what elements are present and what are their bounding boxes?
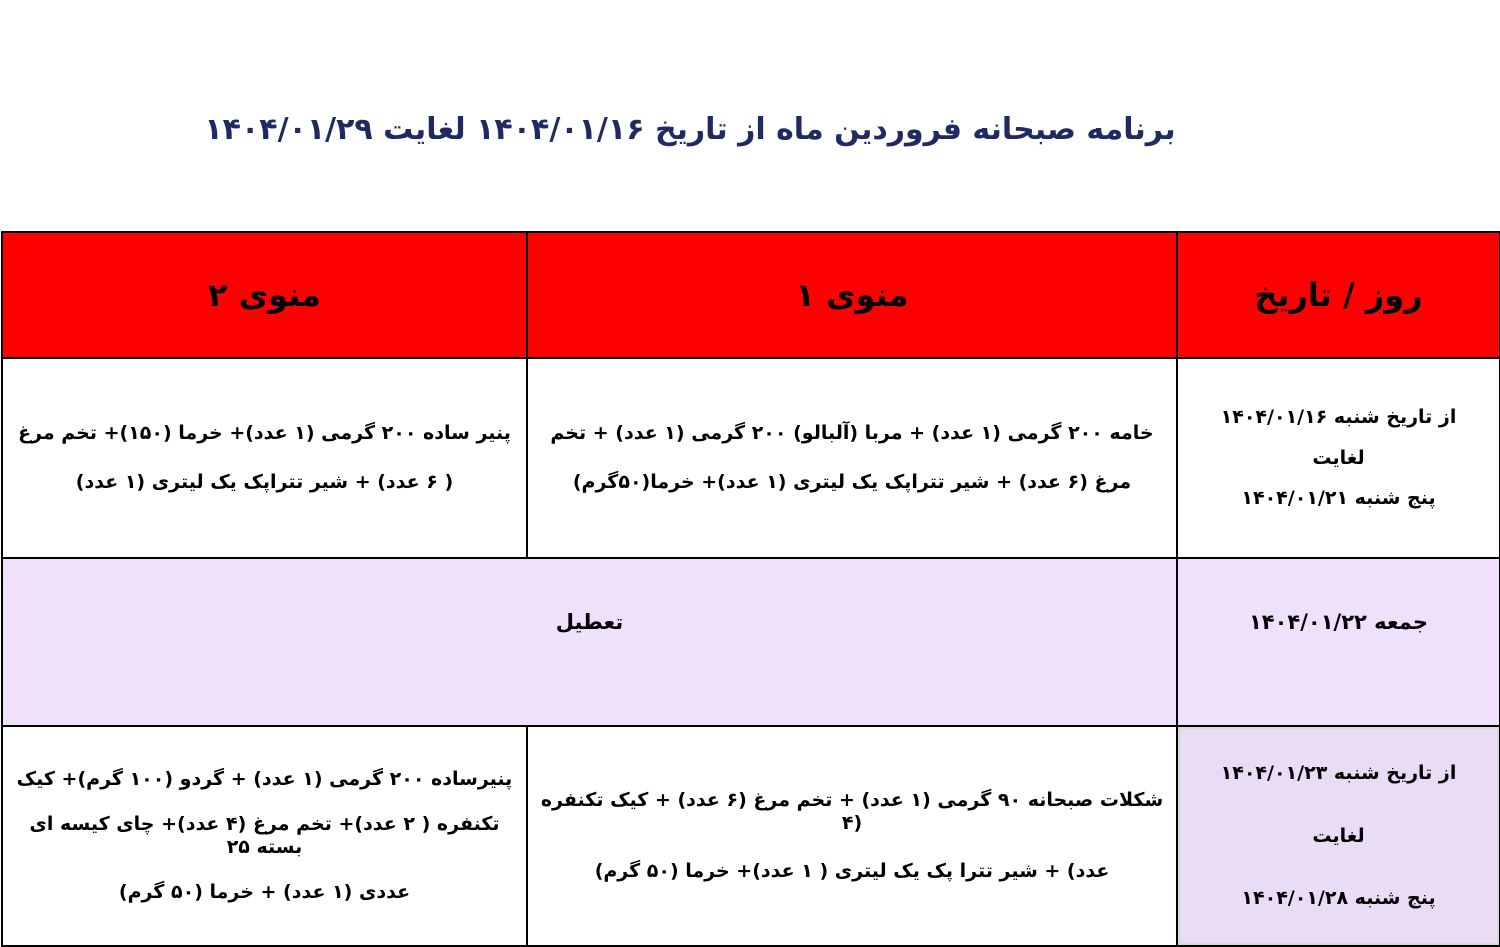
menu-1-cell — [527, 726, 1177, 946]
date-from: از تاریخ شنبه ۱۴۰۴/۰۱/۱۶ — [1220, 405, 1457, 428]
menu-1-line: شکلات صبحانه ۹۰ گرمی (۱ عدد) + تخم مرغ (۶ عدد) + کیک تکنفره (۴ — [540, 788, 1164, 834]
date-from: از تاریخ شنبه ۱۴۰۴/۰۱/۲۳ — [1220, 761, 1457, 784]
date-range-cell — [1177, 358, 1500, 558]
menu-1-line: عدد) + شیر تترا پک یک لیتری ( ۱ عدد)+ خرما (۵۰ گرم) — [594, 860, 1110, 883]
holiday-date-cell: جمعه ۱۴۰۴/۰۱/۲۲ — [1177, 558, 1500, 726]
page-title: برنامه صبحانه فروردین ماه از تاریخ ۱۴۰۴/۰۱/۱۶ لغایت ۱۴۰۴/۰۱/۲۹ — [204, 112, 1176, 147]
menu-2-line: پنیر ساده ۲۰۰ گرمی (۱ عدد)+ خرما (۱۵۰)+ تخم مرغ — [18, 422, 511, 445]
table-row — [2, 726, 1500, 946]
menu-2-line: ( ۶ عدد) + شیر تتراپک یک لیتری (۱ عدد) — [75, 471, 454, 493]
date-until-label: لغایت — [1312, 824, 1365, 847]
menu-2-cell — [2, 358, 527, 558]
menu-1-line: مرغ (۶ عدد) + شیر تتراپک یک لیتری (۱ عدد)+ خرما(۵۰گرم) — [572, 471, 1132, 493]
menu-2-line: عددی (۱ عدد) + خرما (۵۰ گرم) — [118, 880, 411, 903]
date-to: پنج شنبه ۱۴۰۴/۰۱/۲۱ — [1241, 487, 1436, 510]
menu-1-line: خامه ۲۰۰ گرمی (۱ عدد) + مربا (آلبالو) ۲۰۰ گرمی (۱ عدد) + تخم — [550, 422, 1154, 445]
date-range-cell — [1177, 726, 1500, 946]
table-row-holiday — [2, 558, 1500, 726]
menu-2-cell — [2, 726, 527, 946]
table-header-row — [2, 232, 1500, 358]
menu-2-line: پنیرساده ۲۰۰ گرمی (۱ عدد) + گردو (۱۰۰ گرم)+ کیک — [16, 768, 513, 791]
breakfast-schedule-table — [1, 231, 1500, 947]
header-day-date: روز / تاریخ — [1177, 232, 1500, 358]
header-menu-2: منوی ۲ — [2, 232, 527, 358]
header-menu-1: منوی ۱ — [527, 232, 1177, 358]
date-until-label: لغایت — [1312, 446, 1365, 469]
highlighted-date-box — [1178, 727, 1499, 945]
holiday-cell: تعطیل — [2, 558, 1177, 726]
date-to: پنج شنبه ۱۴۰۴/۰۱/۲۸ — [1241, 887, 1436, 910]
menu-2-line: تکنفره ( ۲ عدد)+ تخم مرغ (۴ عدد)+ چای کیسه ای بسته ۲۵ — [29, 813, 500, 858]
table-row — [2, 358, 1500, 558]
menu-1-cell — [527, 358, 1177, 558]
